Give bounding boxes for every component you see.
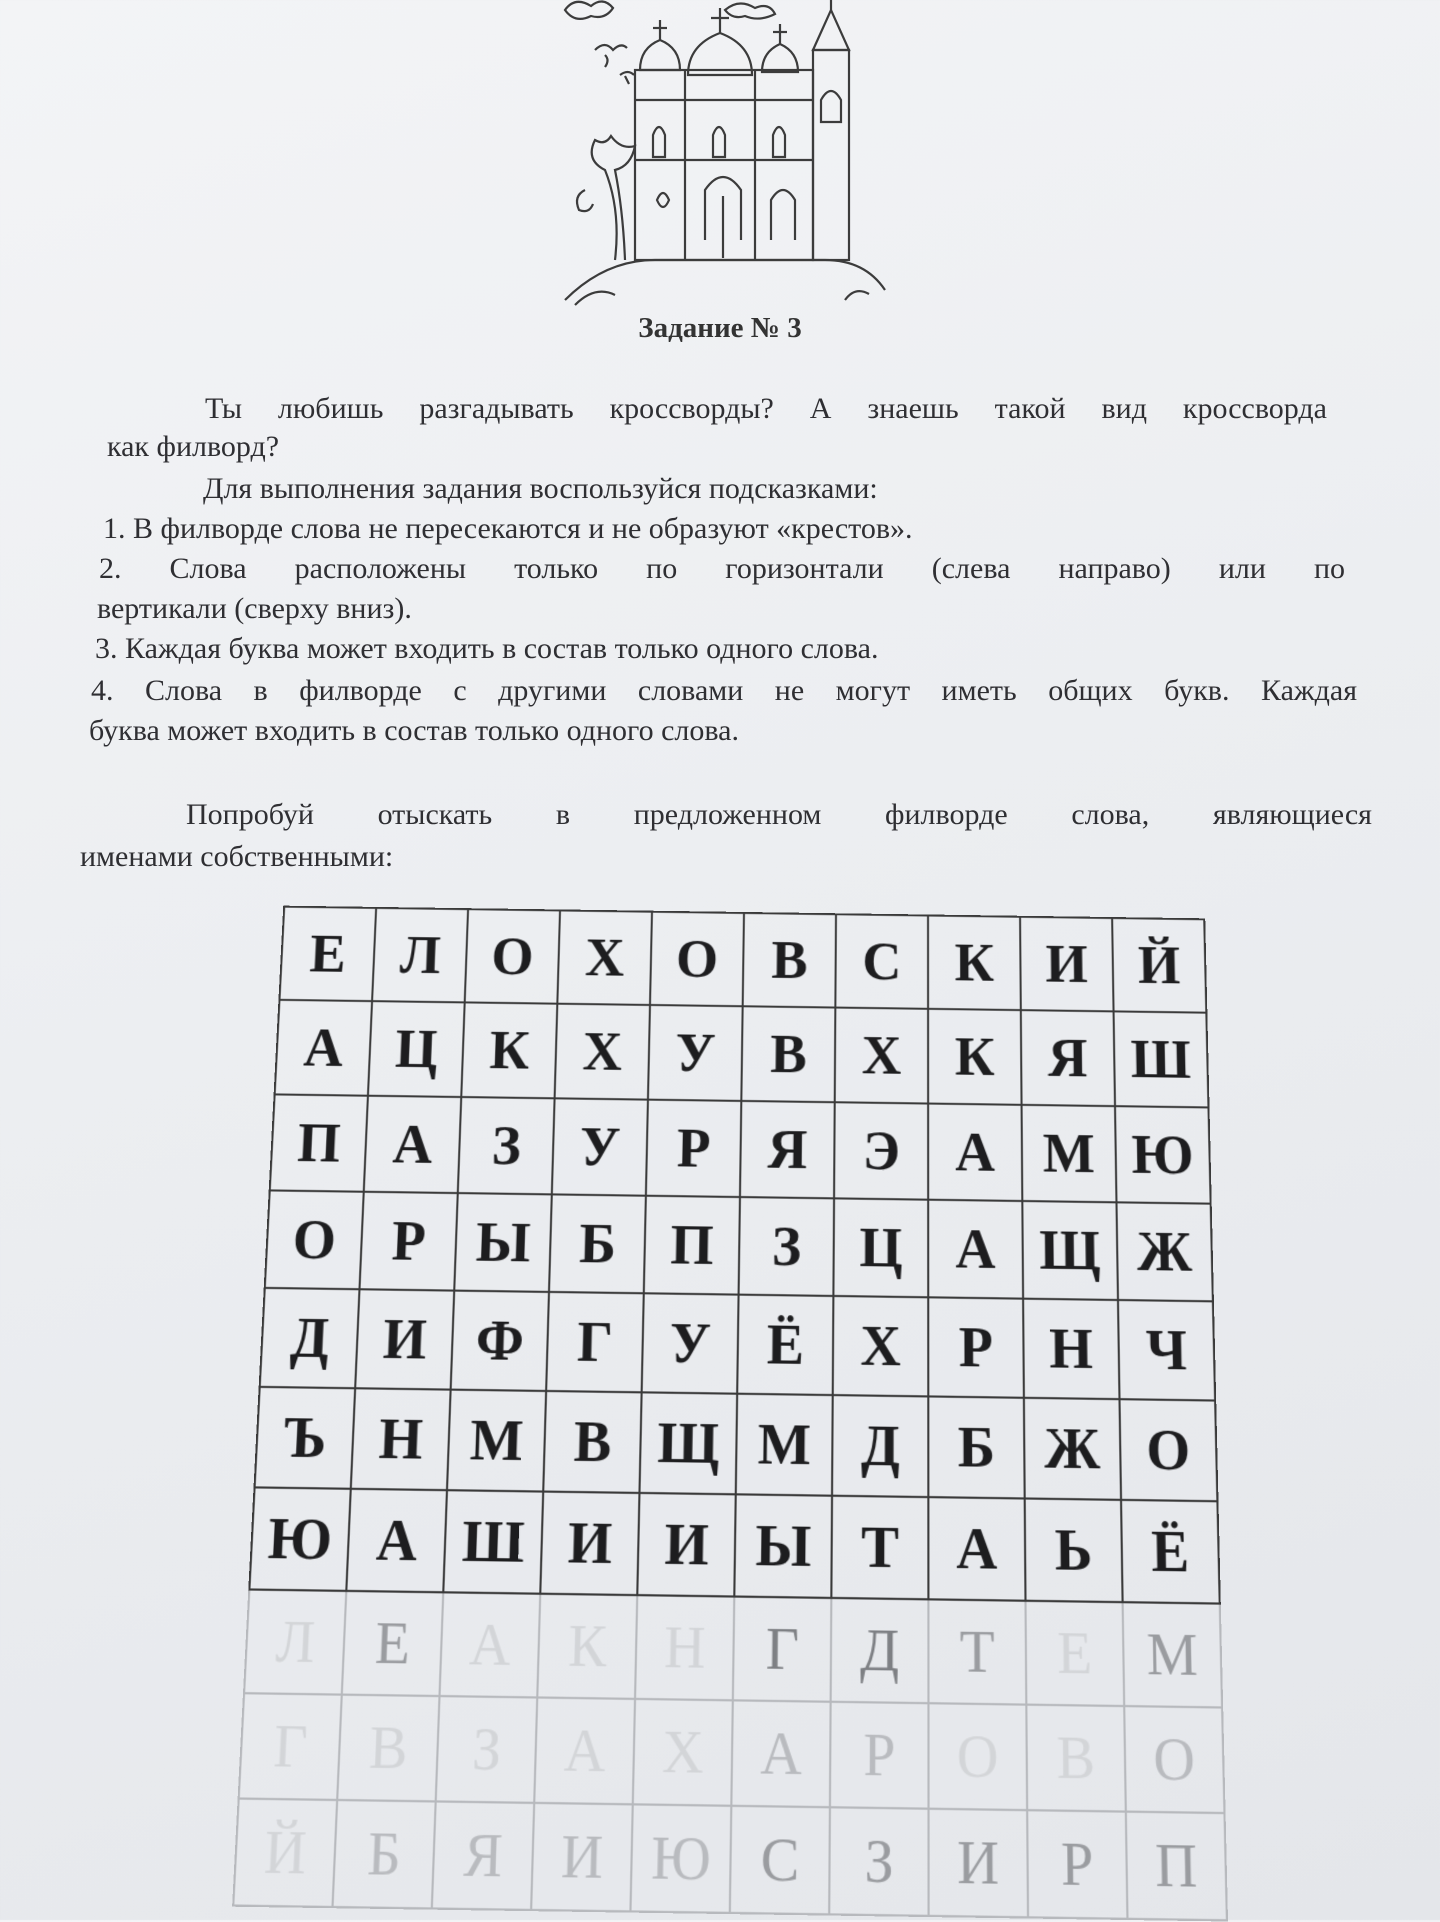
grid-cell[interactable]: Ы <box>734 1494 832 1598</box>
grid-cell[interactable]: Ж <box>1116 1202 1212 1301</box>
grid-cell[interactable]: Г <box>546 1292 644 1392</box>
grid-cell[interactable]: Ю <box>630 1804 731 1913</box>
grid-cell[interactable]: Д <box>832 1395 928 1497</box>
grid-cell[interactable]: Н <box>351 1388 451 1490</box>
grid-cell[interactable]: В <box>743 913 836 1008</box>
grid-cell[interactable]: Б <box>333 1800 436 1909</box>
grid-cell[interactable]: М <box>736 1394 833 1496</box>
grid-cell[interactable]: Т <box>831 1496 928 1600</box>
grid-cell[interactable]: Б <box>928 1396 1024 1498</box>
grid-cell[interactable]: Н <box>1023 1299 1119 1400</box>
grid-cell[interactable]: А <box>534 1697 635 1804</box>
task-line-1: Попробуй отыскать в предложенном филворде слова, являющиеся <box>186 798 1372 831</box>
grid-cell[interactable]: Е <box>342 1591 443 1696</box>
hint-4-line-2: буква может входить в состав только одного слова. <box>89 714 739 747</box>
grid-cell[interactable]: Ъ <box>255 1387 356 1489</box>
grid-cell[interactable]: Щ <box>639 1392 737 1494</box>
grid-cell[interactable]: К <box>928 916 1021 1011</box>
grid-cell[interactable]: А <box>928 1200 1023 1299</box>
grid-cell[interactable]: К <box>928 1009 1021 1105</box>
grid-cell[interactable]: Х <box>833 1296 929 1396</box>
grid-cell[interactable]: К <box>537 1594 637 1699</box>
grid-cell[interactable]: Р <box>928 1297 1024 1397</box>
intro-line-2: как филворд? <box>107 430 280 463</box>
grid-row <box>255 1387 1218 1501</box>
filword-grid <box>232 906 1228 1922</box>
grid-cell[interactable]: А <box>275 1000 372 1096</box>
grid-cell[interactable]: Ю <box>1115 1106 1211 1204</box>
grid-cell[interactable]: Й <box>1112 918 1206 1013</box>
grid-cell[interactable]: Ё <box>737 1295 833 1395</box>
grid-row <box>279 907 1206 1013</box>
hint-4-line-1: 4. Слова в филворде с другими словами не могут иметь общих букв. Каждая <box>91 674 1357 707</box>
grid-cell[interactable]: Ч <box>1118 1300 1215 1401</box>
grid-cell[interactable]: У <box>642 1293 739 1393</box>
task-line-2: именами собственными: <box>80 840 394 873</box>
grid-cell[interactable]: Л <box>244 1589 346 1694</box>
grid-cell[interactable]: З <box>436 1696 538 1803</box>
grid-cell[interactable]: А <box>928 1497 1025 1601</box>
grid-row <box>275 1000 1209 1108</box>
intro-line-1: Ты любишь разгадывать кроссворды? А знаешь такой вид кроссворда <box>205 392 1327 425</box>
grid-cell[interactable]: Я <box>740 1101 835 1198</box>
grid-cell[interactable]: И <box>929 1809 1028 1918</box>
grid-cell[interactable]: С <box>730 1806 830 1915</box>
grid-cell[interactable]: П <box>644 1196 740 1295</box>
grid-cell[interactable]: О <box>928 1703 1027 1810</box>
grid-cell[interactable]: Ё <box>1121 1500 1220 1604</box>
grid-cell[interactable]: В <box>741 1006 835 1102</box>
grid-cell[interactable]: Ю <box>249 1487 350 1590</box>
grid-cell[interactable]: О <box>650 912 744 1007</box>
grid-cell[interactable]: А <box>928 1104 1022 1201</box>
grid-cell[interactable]: И <box>637 1493 735 1597</box>
grid-cell[interactable]: И <box>531 1803 633 1912</box>
grid-row <box>239 1693 1225 1813</box>
grid-cell[interactable]: Я <box>1021 1010 1115 1106</box>
grid-cell[interactable]: В <box>1026 1705 1125 1812</box>
grid-cell[interactable]: Г <box>733 1597 832 1702</box>
grid-cell[interactable]: А <box>731 1700 830 1807</box>
grid-row <box>260 1288 1215 1401</box>
grid-cell[interactable]: Н <box>635 1595 734 1700</box>
hint-1: 1. В филворде слова не пересекаются и не образуют «крестов». <box>103 512 913 545</box>
grid-cell[interactable]: Т <box>928 1599 1026 1704</box>
grid-cell[interactable]: Р <box>359 1192 457 1291</box>
grid-cell[interactable]: Щ <box>1022 1201 1118 1300</box>
grid-row <box>265 1190 1213 1301</box>
church-illustration <box>545 0 905 320</box>
grid-cell[interactable]: С <box>835 914 928 1009</box>
grid-cell[interactable]: В <box>543 1391 641 1493</box>
grid-cell[interactable]: П <box>1126 1812 1227 1921</box>
grid-cell[interactable]: Ф <box>451 1291 549 1391</box>
grid-cell[interactable]: Х <box>835 1008 928 1104</box>
grid-cell[interactable]: Е <box>279 907 376 1001</box>
grid-cell[interactable]: У <box>552 1098 648 1195</box>
grid-cell[interactable]: З <box>458 1097 555 1194</box>
grid-cell[interactable]: Ш <box>443 1490 543 1594</box>
grid-cell[interactable]: А <box>364 1096 462 1193</box>
grid-cell[interactable]: Й <box>233 1799 337 1908</box>
grid-row <box>233 1799 1227 1921</box>
grid-cell[interactable]: Д <box>831 1598 929 1703</box>
grid-cell[interactable]: Х <box>555 1004 650 1100</box>
hints-heading: Для выполнения задания воспользуйся подсказками: <box>203 472 878 505</box>
grid-cell[interactable]: Г <box>239 1693 342 1800</box>
grid-cell[interactable]: И <box>540 1492 639 1596</box>
grid-cell[interactable]: П <box>270 1094 368 1191</box>
grid-cell[interactable]: К <box>461 1002 557 1098</box>
grid-cell[interactable]: Ж <box>1024 1398 1121 1500</box>
grid-cell[interactable]: У <box>648 1005 743 1101</box>
grid-cell[interactable]: Я <box>432 1801 534 1910</box>
filword-grid-container <box>232 906 1228 1922</box>
hint-3: 3. Каждая буква может входить в состав только одного слова. <box>95 632 879 665</box>
grid-cell[interactable]: Ц <box>833 1198 928 1297</box>
grid-cell[interactable]: Е <box>1025 1601 1124 1706</box>
grid-cell[interactable]: А <box>440 1592 541 1697</box>
task-title: Задание № 3 <box>638 312 802 344</box>
grid-cell[interactable]: О <box>465 909 560 1003</box>
grid-cell[interactable]: Ы <box>454 1193 552 1292</box>
grid-cell[interactable]: О <box>265 1190 364 1289</box>
grid-cell[interactable]: И <box>1020 917 1113 1012</box>
grid-cell[interactable]: М <box>1123 1602 1222 1707</box>
grid-cell[interactable]: Б <box>549 1194 646 1293</box>
grid-cell[interactable]: В <box>337 1695 439 1802</box>
grid-cell[interactable]: И <box>355 1289 454 1389</box>
grid-cell[interactable]: М <box>447 1390 546 1492</box>
grid-row <box>270 1094 1211 1203</box>
grid-cell[interactable]: М <box>1022 1105 1117 1202</box>
grid-row <box>244 1589 1222 1707</box>
grid-cell[interactable]: Л <box>372 908 468 1002</box>
grid-cell[interactable]: Ь <box>1025 1498 1123 1602</box>
grid-cell[interactable]: Д <box>260 1288 360 1388</box>
grid-cell[interactable]: О <box>1119 1399 1217 1501</box>
grid-cell[interactable]: З <box>829 1807 928 1916</box>
grid-row <box>249 1487 1219 1603</box>
hint-2-line-1: 2. Слова расположены только по горизонтали (слева направо) или по <box>99 552 1345 585</box>
grid-cell[interactable]: З <box>739 1197 834 1296</box>
grid-cell[interactable]: Р <box>646 1100 741 1197</box>
hint-2-line-2: вертикали (сверху вниз). <box>97 592 412 625</box>
grid-cell[interactable]: О <box>1124 1706 1224 1813</box>
grid-cell[interactable]: Х <box>633 1699 733 1806</box>
grid-cell[interactable]: А <box>346 1489 447 1593</box>
grid-cell[interactable]: Ш <box>1114 1011 1209 1107</box>
grid-cell[interactable]: Р <box>830 1702 929 1809</box>
grid-cell[interactable]: Э <box>834 1102 928 1199</box>
grid-cell[interactable]: Х <box>557 910 652 1005</box>
grid-cell[interactable]: Р <box>1027 1810 1127 1919</box>
grid-cell[interactable]: Ц <box>368 1001 465 1097</box>
